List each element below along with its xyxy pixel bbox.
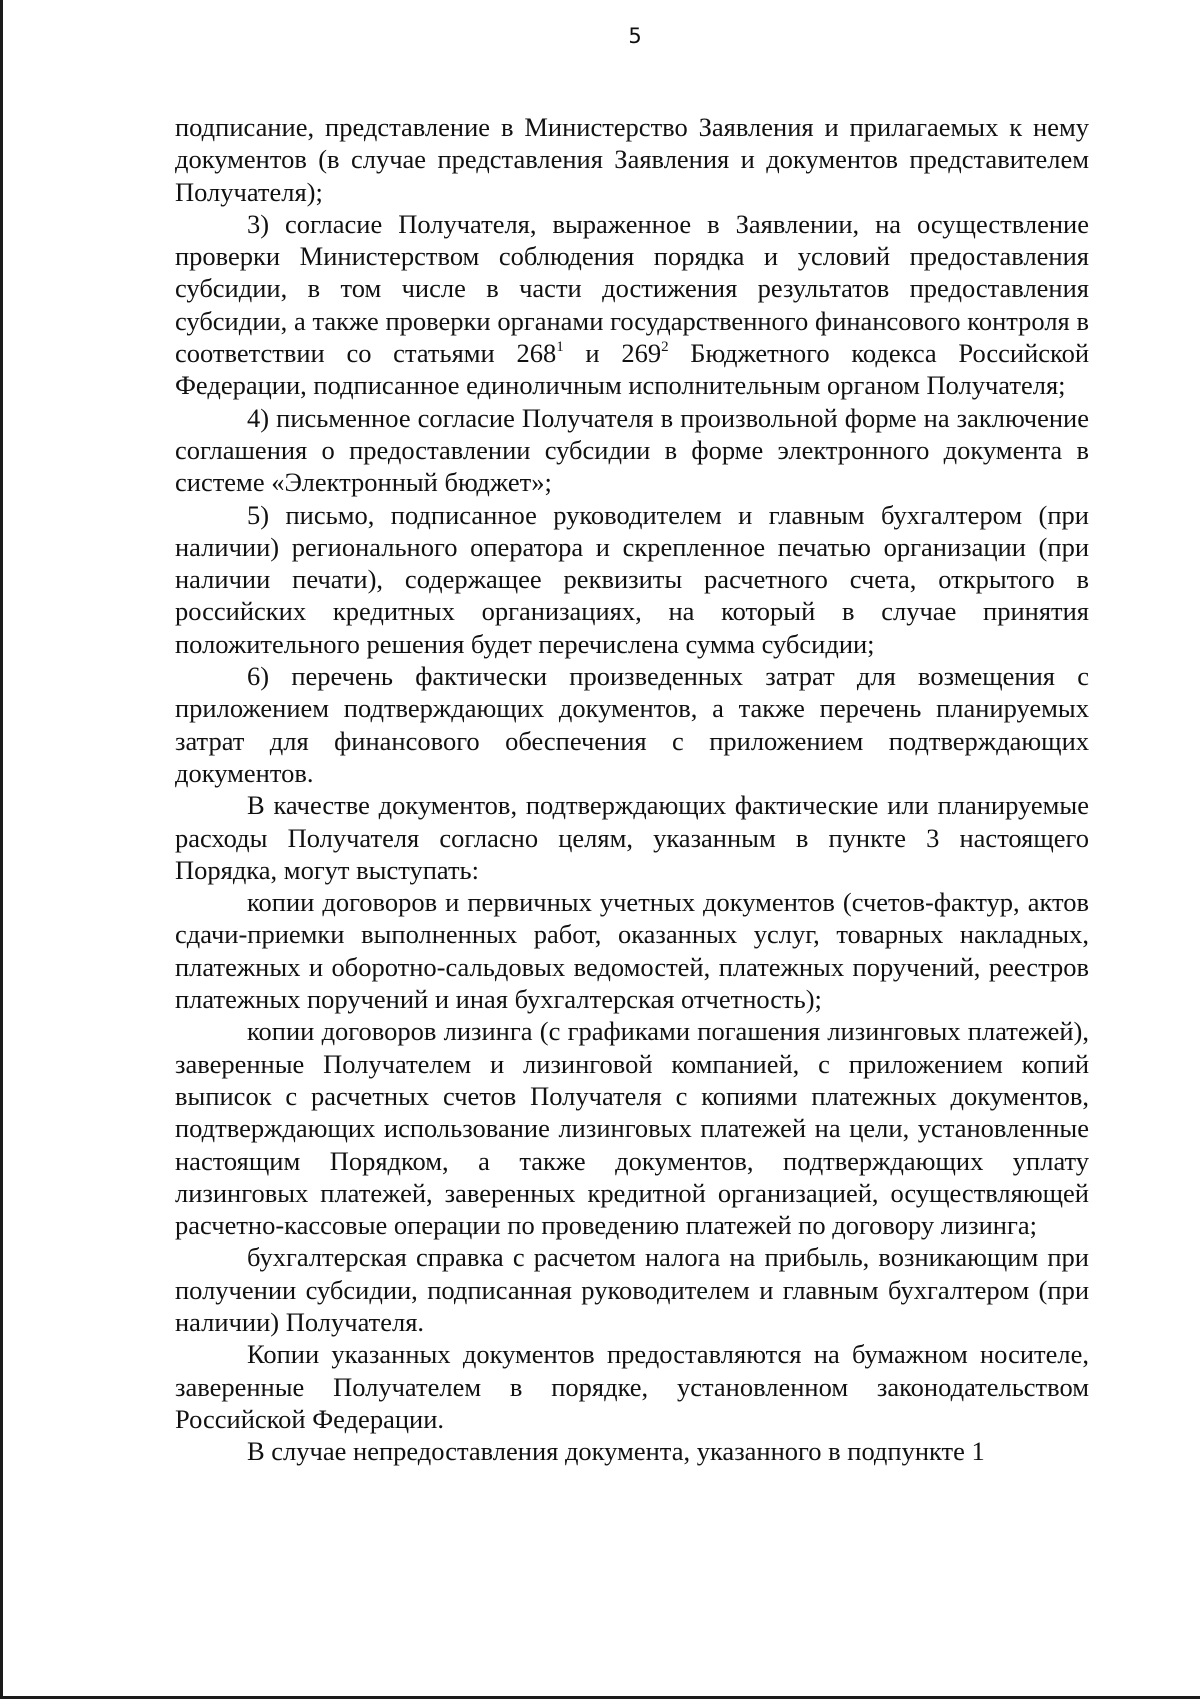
paragraph-non-submission: В случае непредоставления документа, указанного в подпункте 1 <box>247 1436 985 1467</box>
paragraph-contract-copies: копии договоров и первичных учетных документов (счетов-фактур, актов сдачи-приемки выполненных работ, оказанных услуг, товарных накладных, платежных и оборотно-сальдовых ведомостей, платежных поручений, реестров платежных поручений и иная бухгалтерская отчетность); <box>175 887 1089 1015</box>
scan-edge-left <box>0 0 3 1699</box>
page-number: 5 <box>628 24 642 48</box>
paragraph-item-4: 4) письменное согласие Получателя в произвольной форме на заключение соглашения о предоставлении субсидии в форме электронного документа в системе «Электронный бюджет»; <box>175 402 1089 498</box>
paragraph-tax-certificate: бухгалтерская справка с расчетом налога на прибыль, возникающим при получении субсидии, подписанная руководителем и главным бухгалтером (при наличии) Получателя. <box>175 1242 1089 1337</box>
paragraph-paper-copies: Копии указанных документов предоставляются на бумажном носителе, заверенные Получателем в порядке, установленном законодательством Российской Федерации. <box>175 1339 1089 1434</box>
paragraph-item-6: 6) перечень фактически произведенных затрат для возмещения с приложением подтверждающих документов, а также перечень планируемых затрат для финансового обеспечения с приложением подтверждающих документов. <box>175 661 1089 788</box>
paragraph-intro: подписание, представление в Министерство Заявления и прилагаемых к нему документов (в случае представления Заявления и документов представителем Получателя); <box>175 112 1089 207</box>
article-269-superscript: 2 <box>661 339 669 356</box>
document-body <box>175 111 1089 1467</box>
paragraph-leasing-copies: копии договоров лизинга (с графиками погашения лизинговых платежей), заверенные Получателем и лизинговой компанией, с приложением копий выписок с расчетных счетов Получателя с копиями платежных документов, подтверждающих использование лизинговых платежей на цели, установленные настоящим Порядком, а также документов, подтверждающих уплату лизинговых платежей, заверенных кредитной организацией, осуществляющей расчетно-кассовые операции по проведению платежей по договору лизинга; <box>175 1016 1089 1241</box>
item-3-text-a: 3) согласие Получателя, выраженное в Заявлении, на осуществление проверки Министерством соблюдения порядка и условий предоставления субсидии, в том числе в части достижения результатов предоставления субсидии, а также проверки органами государственного финансового контроля в соответствии со статьями 268 <box>175 208 1089 369</box>
item-3-text-c: Бюджетного кодекса Российской Федерации, подписанное единоличным исполнительным органом Получателя; <box>175 338 1089 401</box>
paragraph-supporting-documents: В качестве документов, подтверждающих фактические или планируемые расходы Получателя согласно целям, указанным в пункте 3 настоящего Порядка, могут выступать: <box>175 790 1089 885</box>
paragraph-item-5: 5) письмо, подписанное руководителем и главным бухгалтером (при наличии) регионального оператора и скрепленное печатью организации (при наличии печати), содержащее реквизиты расчетного счета, открытого в российских кредитных организациях, на который в случае принятия положительного решения будет перечислена сумма субсидии; <box>175 499 1089 659</box>
item-3-text-b: и 269 <box>563 338 662 369</box>
article-268-superscript: 1 <box>556 339 564 356</box>
paragraph-item-3 <box>175 208 1089 402</box>
